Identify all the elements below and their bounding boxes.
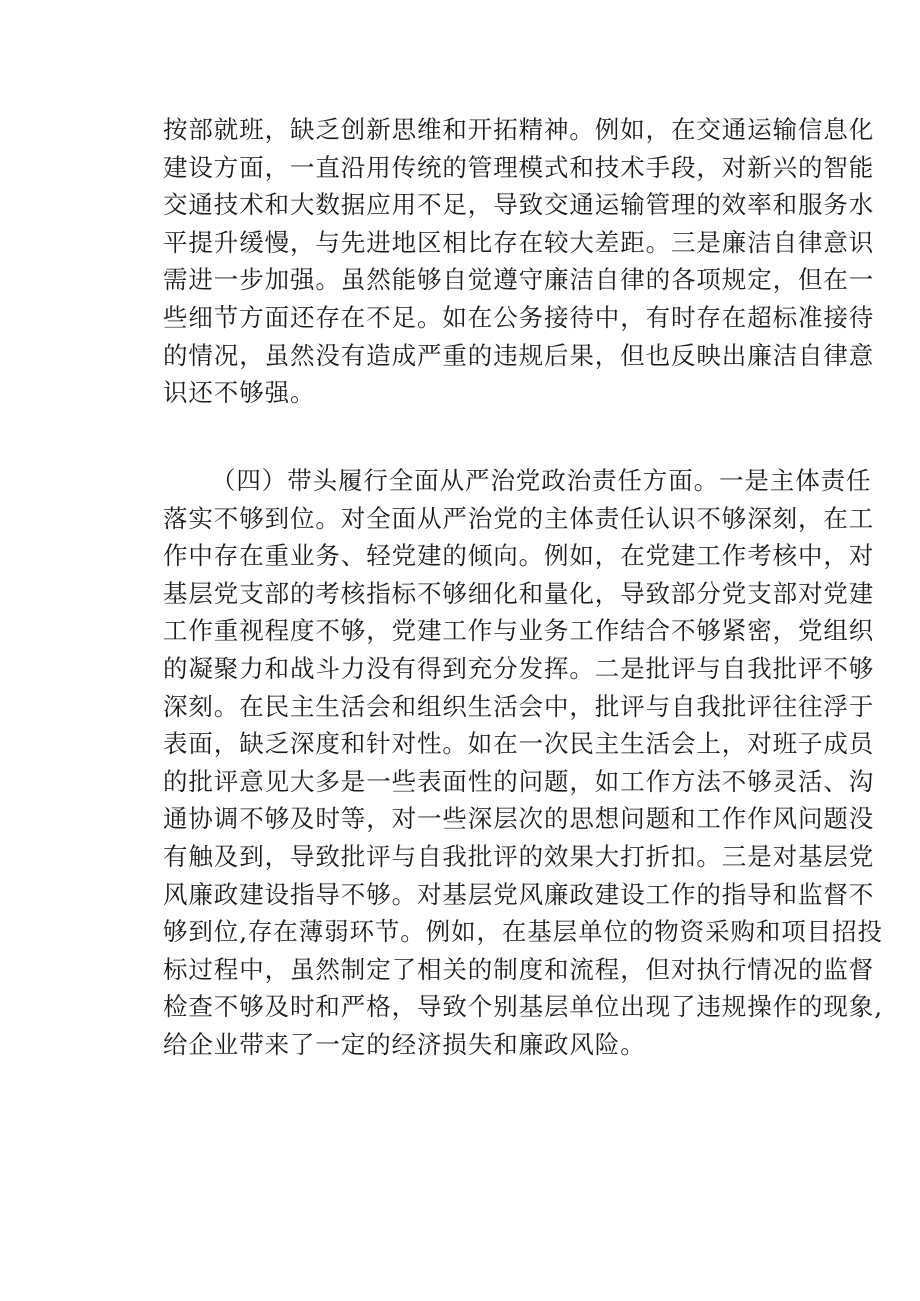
text-line: 风廉政建设指导不够。对基层党风廉政建设工作的指导和监督不: [163, 879, 875, 909]
text-line: 交通技术和大数据应用不足，导致交通运输管理的效率和服务水: [163, 190, 875, 220]
text-line: 的凝聚力和战斗力没有得到充分发挥。二是批评与自我批评不够: [163, 653, 875, 683]
paragraph-section-four: [163, 462, 883, 1064]
text-line: 检查不够及时和严格，导致个别基层单位出现了违规操作的现象,: [163, 992, 883, 1022]
text-line: 通协调不够及时等，对一些深层次的思想问题和工作作风问题没: [163, 804, 875, 834]
text-line: 建设方面，一直沿用传统的管理模式和技术手段，对新兴的智能: [163, 152, 875, 182]
paragraph-continuation: [163, 111, 875, 412]
text-line: 标过程中，虽然制定了相关的制度和流程，但对执行情况的监督: [163, 954, 875, 984]
text-line: 些细节方面还存在不足。如在公务接待中，有时存在超标准接待: [163, 302, 875, 332]
text-line: 的批评意见大多是一些表面性的问题，如工作方法不够灵活、沟: [163, 766, 875, 796]
text-line: 的情况，虽然没有造成严重的违规后果，但也反映出廉洁自律意: [163, 340, 875, 370]
text-line: 给企业带来了一定的经济损失和廉政风险。: [163, 1029, 646, 1059]
text-line: 够到位,存在薄弱环节。例如，在基层单位的物资采购和项目招投: [163, 917, 883, 947]
text-line: 作中存在重业务、轻党建的倾向。例如，在党建工作考核中，对: [163, 541, 875, 571]
text-line: 平提升缓慢，与先进地区相比存在较大差距。三是廉洁自律意识: [163, 227, 875, 257]
text-line: 落实不够到位。对全面从严治党的主体责任认识不够深刻，在工: [163, 503, 875, 533]
section-heading-line: （四）带头履行全面从严治党政治责任方面。一是主体责任: [211, 466, 872, 495]
text-line: 基层党支部的考核指标不够细化和量化，导致部分党支部对党建: [163, 578, 875, 608]
text-line: 需进一步加强。虽然能够自觉遵守廉洁自律的各项规定，但在一: [163, 265, 875, 295]
text-line: 深刻。在民主生活会和组织生活会中，批评与自我批评往往浮于: [163, 691, 875, 721]
text-line: 工作重视程度不够，党建工作与业务工作结合不够紧密，党组织: [163, 616, 875, 646]
text-line: 按部就班，缺乏创新思维和开拓精神。例如，在交通运输信息化: [163, 115, 875, 144]
text-line: 识还不够强。: [163, 378, 316, 408]
text-line: 有触及到，导致批评与自我批评的效果大打折扣。三是对基层党: [163, 841, 875, 871]
text-line: 表面，缺乏深度和针对性。如在一次民主生活会上，对班子成员: [163, 729, 875, 759]
